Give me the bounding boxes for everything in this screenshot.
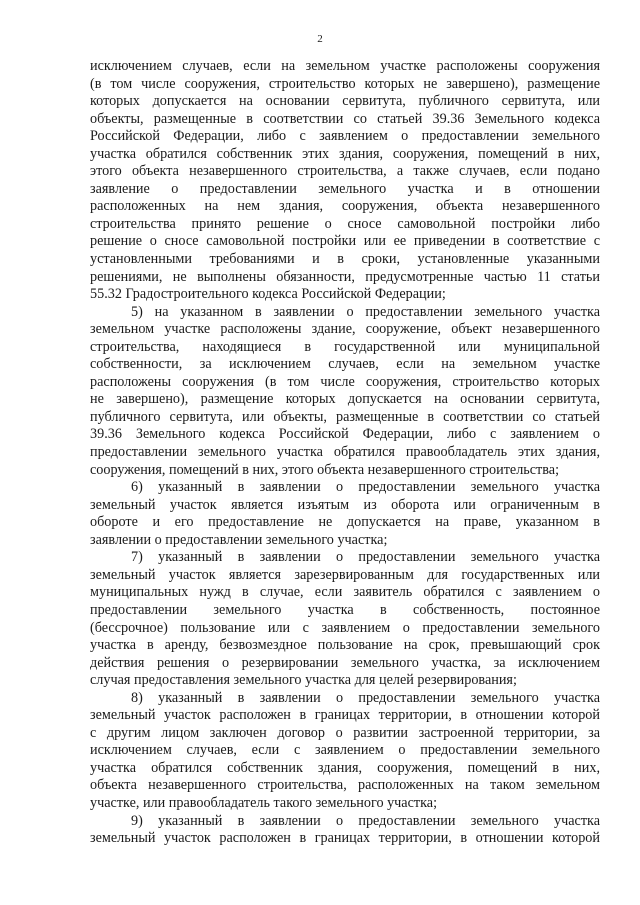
text-line: строительства принято решение о сносе самовольной постройки либо (90, 215, 600, 232)
text-line: муниципальных нужд в случае, если заявитель обратился с заявлением о (90, 584, 600, 601)
text-line: этого объекта незавершенного строительства, а также случаев, если подано (90, 163, 600, 180)
text-line: земельный участок является зарезервированным для государственных или (90, 566, 600, 583)
list-item-5-first-line: 5) на указанном в заявлении о предоставлении земельного участка (131, 303, 600, 320)
text-line: собственности, за исключением случаев, если на земельном участке (90, 356, 600, 373)
text-line: которых допускается на основании сервитута, публичного сервитута, или (90, 93, 600, 110)
text-line: объекты, размещенные в соответствии со статьей 39.36 Земельного кодекса (90, 110, 600, 127)
text-line: строительства, находящиеся в государственной или муниципальной (90, 338, 600, 355)
text-line: решение о сносе самовольной постройки или ее приведении в соответствие с (90, 233, 600, 250)
text-line: исключением случаев, если на земельном участке расположены сооружения (90, 58, 600, 74)
text-line: объекта незавершенного строительства, расположенных на таком земельном (90, 777, 600, 794)
text-line: земельный участок расположен в границах территории, в отношении которой (90, 830, 600, 847)
text-line: земельном участке расположены здание, сооружение, объект незавершенного (90, 321, 600, 338)
text-line: публичного сервитута, или объекты, размещенные в соответствии со статьей (90, 408, 600, 425)
text-line: 55.32 Градостроительного кодекса Российской Федерации; (90, 286, 446, 303)
text-line: заявление о предоставлении земельного участка и в отношении (90, 180, 600, 197)
text-line: обороте и его предоставление не допускается на праве, указанном в (90, 514, 600, 531)
text-line: участка обратился собственник здания, сооружения, помещений в них, (90, 759, 600, 776)
list-item-7-first-line: 7) указанный в заявлении о предоставлении земельного участка (131, 549, 600, 566)
text-line: установленными требованиями и в сроки, установленные указанными (90, 251, 600, 268)
text-line: участка в аренду, безвозмездное пользование на срок, превышающий срок (90, 637, 600, 654)
text-line: не завершено), размещение которых допускается на основании сервитута, (90, 391, 600, 408)
text-line: предоставлении земельного участка в собственность, постоянное (90, 601, 600, 618)
list-item-6-first-line: 6) указанный в заявлении о предоставлении земельного участка (131, 479, 600, 496)
text-line: Российской Федерации, либо с заявлением о предоставлении земельного (90, 128, 600, 145)
text-line: участка обратился собственник этих здания, сооружения, помещений в них, (90, 145, 600, 162)
document-body (90, 58, 600, 848)
text-line: заявлении о предоставлении земельного участка; (90, 531, 388, 548)
text-line: сооружения, помещений в них, этого объекта незавершенного строительства; (90, 461, 560, 478)
text-line: случая предоставления земельного участка для целей резервирования; (90, 672, 517, 689)
text-line: (бессрочное) пользование или с заявлением о предоставлении земельного (90, 619, 600, 636)
text-line: предоставлении земельного участка обратился правообладатель этих здания, (90, 444, 600, 461)
list-item-9-first-line: 9) указанный в заявлении о предоставлении земельного участка (131, 812, 600, 829)
page-number: 2 (317, 33, 323, 45)
text-line: расположены сооружения (в том числе сооружения, строительство которых (90, 373, 600, 390)
text-line: решениями, не выполнены обязанности, предусмотренные частью 11 статьи (90, 268, 600, 285)
text-line: действия решения о резервировании земельного участка, за исключением (90, 654, 600, 671)
text-line: участке, или правообладатель такого земельного участка; (90, 794, 438, 811)
text-line: 39.36 Земельного кодекса Российской Федерации, либо с заявлением о (90, 426, 600, 443)
list-item-8-first-line: 8) указанный в заявлении о предоставлении земельного участка (131, 689, 600, 706)
text-line: земельный участок является изъятым из оборота или ограниченным в (90, 496, 600, 513)
text-line: земельный участок расположен в границах территории, в отношении которой (90, 707, 600, 724)
text-line: расположенных на нем здания, сооружения, объекта незавершенного (90, 198, 600, 215)
text-line: исключением случаев, если с заявлением о предоставлении земельного (90, 742, 600, 759)
text-line: (в том числе сооружения, строительство которых не завершено), размещение (90, 75, 600, 92)
text-line: с другим лицом заключен договор о развитии застроенной территории, за (90, 724, 600, 741)
